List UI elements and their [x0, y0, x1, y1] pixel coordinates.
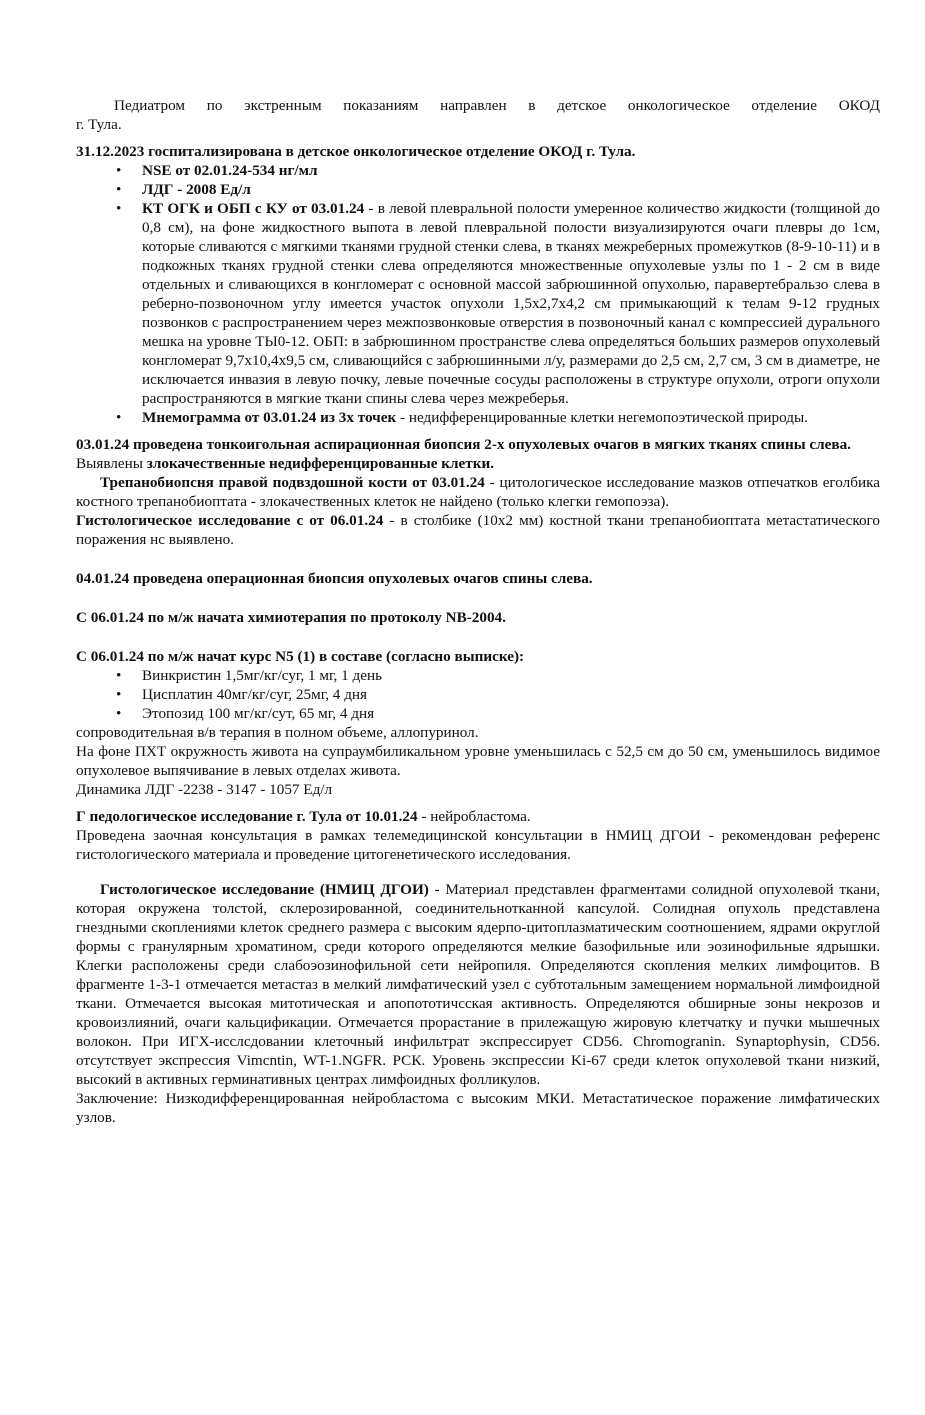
operation-heading: 04.01.24 проведена операционная биопсия опухолевых очагов спины слева.	[76, 570, 593, 587]
histology-tula: Г педологическое исследование г. Тула от 10.01.24 - нейробластома.	[76, 808, 531, 825]
chemo-heading: С 06.01.24 по м/ж начата химиотерапия по протоколу NB-2004.	[76, 609, 506, 626]
histology-paragraph: Гистологическое исследование с от 06.01.24 - в столбике (10х2 мм) костной ткани трепанобиоптата метастатического поражения нс выявлено.	[76, 512, 880, 548]
list-item: • Мнемограмма от 03.01.24 из 3х точек - недифференцированные клетки негемопоэтической природы.	[76, 408, 880, 427]
ldh-dynamics: Динамика ЛДГ -2238 - 3147 - 1057 Ед/л	[76, 781, 333, 798]
list-item: • Цисплатин 40мг/кг/суг, 25мг, 4 дня	[76, 685, 880, 704]
conclusion-paragraph: Заключение: Низкодифференцированная нейробластома с высоким МКИ. Метастатическое поражение лимфатических узлов.	[76, 1090, 880, 1126]
exam-list	[76, 161, 880, 427]
abdomen-dynamics: На фоне ПХТ окружность живота на супраумбиликальном уровне уменьшилась с 52,5 см до 50 см, уменьшилось видимое опухолевое выпячивание в левых отделах живота.	[76, 743, 880, 779]
biopsy-result: Выявлены злокачественные недифференцированные клетки.	[76, 455, 495, 472]
course-heading: С 06.01.24 по м/ж начат курс N5 (1) в составе (согласно выписке):	[76, 648, 525, 665]
list-item: • ЛДГ - 2008 Ед/л	[76, 180, 880, 199]
drug-list	[76, 666, 880, 723]
supportive-therapy: сопроводительная в/в терапия в полном объеме, аллопуринол.	[76, 724, 479, 741]
histology-nmic-paragraph: Гистологическое исследование (НМИЦ ДГОИ) - Материал представлен фрагментами солидной опухолевой ткани, которая окружена толстой, склерозированной, соединительнотканной капсулой. Солидная опухоль представлена гнездными скоплениями клеток среднего размера с высоким ядерпо-цитоплазматическим соотношением, ядрами округлой формы с гранулярным хроматином, среди которого определяются мелкие базофильные или эозинофильные ядрышки. Клегки расположены среди слабоэозинофильной сети нейропиля. Определяются скопления мелких лимфоцитов. В фрагменте 1-3-1 отмечается метастаз в мелкий лимфатический узел с субтотальным замещением нормальной лимфоидной ткани. Отмечается высокая митотическая и апопототичсская активность. Определяются обширные зоны некрозов и кровоизлияний, очаги кальцификации. Отмечается прорастание в прилежащую жировую клетчатку и пучки мышечных волокон. При ИГХ-исслсдовании клеточный инфильтрат экспрессирует CD56. Chromogranin. Synaptophysin, CD56. отсутствует экспрессия Vimcntin, WT-1.NGFR. РСК. Уровень экспрессии Ki-67 среди клеток опухолевой ткани низкий, высокий в активных герминативных центрах лимфоидных фолликулов.	[76, 881, 880, 1088]
list-item: • NSE от 02.01.24-534 нг/мл	[76, 161, 880, 180]
trepanobiopsy-paragraph: Трепанобиопсня правой подвздошной кости от 03.01.24 - цитологическое исследование мазков отпечатков еголбика костного трепанобиоптата - злокачественных клеток не найдено (только клегки гемопоэза).	[76, 474, 881, 510]
intro-paragraph: Педиатром по экстренным показаниям направлен в детское онкологическое отделение ОКОД	[114, 97, 880, 114]
biopsy-heading: 03.01.24 проведена тонкоигольная аспирационная биопсия 2-х опухолевых очагов в мягких тканях спины слева.	[76, 436, 851, 453]
intro-paragraph-cont: г. Тула.	[76, 116, 122, 133]
consultation-paragraph: Проведена заочная консультация в рамках телемедицинской консультации в НМИЦ ДГОИ - рекомендован референс гистологического материала и проведение цитогенетического исследования.	[76, 827, 880, 863]
list-item: • КТ ОГК и ОБП с КУ от 03.01.24 - в левой плевральной полости умеренное количество жидкости (толщиной до 0,8 см), на фоне жидкостного выпота в левой плевральной полости визуализируются очаги плевры до 1см, которые сливаются с мягкими тканями грудной стенки слева, в тканях межреберных промежутков (8-9-10-11) и в подкожных тканях грудной стенки слева определяются множественные опухолевые узлы по 1 - 2 см в виде отдельных и сливающихся в конгломерат с основной массой забрюшинной опухолью, паравертебральзо слева в реберно-позвоночном углу имеется участок опухоли 1,5х2,7х4,2 см примыкающий к телам 9-12 грудных позвонков с распространением через межпозвонковые отверстия в позвоночный канал с компрессией дурального мешка на уровне ТЫ0-12. ОБП: в забрюшинном пространстве слева определяться больших размеров опухолевый конгломерат 9,7х10,4х9,5 см, сливающийся с забрюшинными л/у, размерами до 2,5 см, 2,7 см, 3 см в диаметре, не исключается инвазия в левую почку, левые почечные сосуды расположены в структуре опухоли, отроги опухоли распространяются в мягкие ткани спины слева через межреберья.	[76, 199, 880, 408]
list-item: • Винкристин 1,5мг/кг/суг, 1 мг, 1 день	[76, 666, 880, 685]
list-item: • Этопозид 100 мг/кг/сут, 65 мг, 4 дня	[76, 704, 880, 723]
hospitalization-heading: 31.12.2023 госпитализирована в детское онкологическое отделение ОКОД г. Тула.	[76, 143, 636, 160]
document-page	[76, 96, 880, 1127]
